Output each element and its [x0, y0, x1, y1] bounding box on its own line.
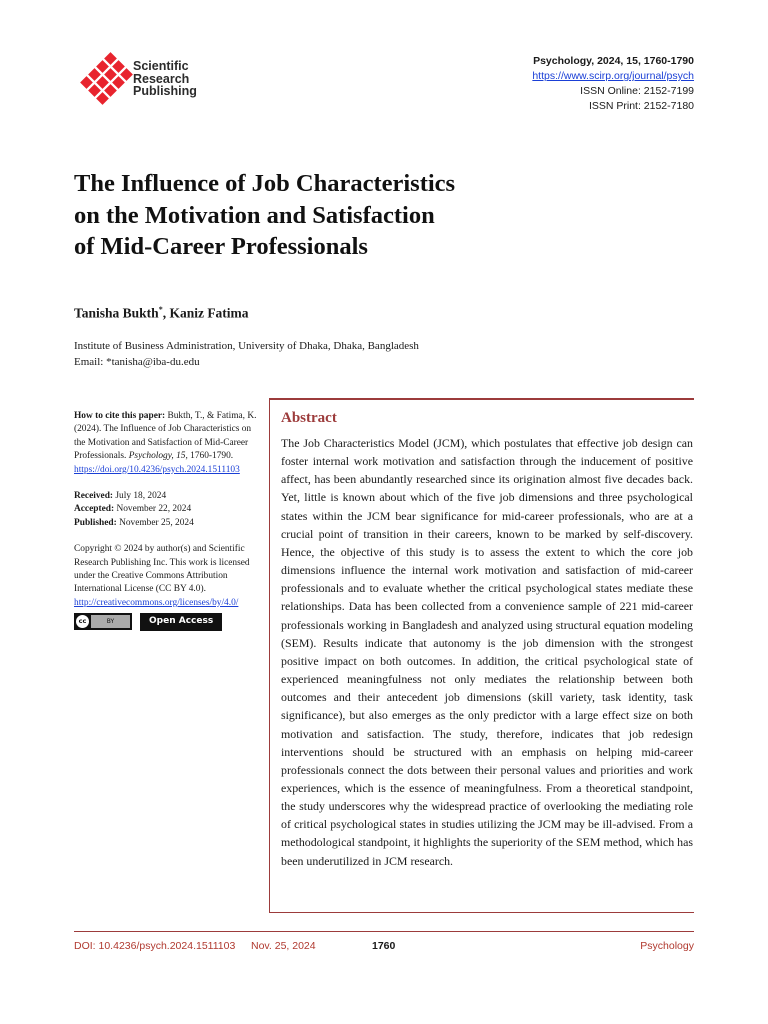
- abstract-top-rule: [269, 398, 694, 400]
- open-access-badge: Open Access: [140, 613, 222, 630]
- issn-online: ISSN Online: 2152-7199: [580, 85, 694, 97]
- publisher-name-line: Scientific: [133, 59, 189, 73]
- authors: [74, 305, 249, 322]
- cite-journal: Psychology, 15,: [128, 451, 188, 462]
- footer-doi: DOI: 10.4236/psych.2024.1511103: [74, 940, 236, 952]
- author-first: Tanisha Bukth: [74, 305, 159, 321]
- logo-diamond-cluster-icon: [80, 52, 133, 105]
- received-value: July 18, 2024: [115, 491, 167, 502]
- article-sidebar: [74, 410, 264, 631]
- title-line: of Mid-Career Professionals: [74, 233, 368, 260]
- paper-title: [74, 168, 594, 263]
- abstract-left-rule: [269, 398, 270, 913]
- journal-info: [532, 54, 694, 114]
- cc-icon: cc: [76, 615, 89, 628]
- accepted-date: [74, 503, 264, 516]
- affiliation-institute: Institute of Business Administration, University of Dhaka, Dhaka, Bangladesh: [74, 340, 419, 352]
- cite-pages: 1760-1790.: [190, 451, 234, 462]
- citation-block: [74, 410, 264, 477]
- received-label: Received:: [74, 491, 114, 502]
- accepted-value: November 22, 2024: [116, 504, 192, 515]
- license-link[interactable]: http://creativecommons.org/licenses/by/4.0/: [74, 597, 239, 608]
- published-date: [74, 517, 264, 530]
- by-icon: BY: [91, 615, 130, 628]
- publisher-name-line: Research: [133, 71, 190, 86]
- published-label: Published:: [74, 517, 117, 528]
- issn-print: ISSN Print: 2152-7180: [588, 100, 694, 112]
- affiliation: [74, 338, 419, 370]
- abstract-bottom-rule: [269, 912, 694, 913]
- cc-by-badge[interactable]: [74, 613, 132, 630]
- doi-link[interactable]: https://doi.org/10.4236/psych.2024.1511103: [74, 464, 240, 475]
- footer-page-number: 1760: [372, 940, 396, 952]
- license-badges: [74, 613, 264, 630]
- affiliation-email: Email: *tanisha@iba-du.edu: [74, 356, 200, 368]
- author-rest: , Kaniz Fatima: [162, 305, 249, 321]
- accepted-label: Accepted:: [74, 504, 115, 515]
- copyright-notice: Copyright © 2024 by author(s) and Scientific Research Publishing Inc. This work is licensed under the Creative Commons Attribution International License (CC BY 4.0).: [74, 544, 250, 595]
- received-date: [74, 490, 264, 503]
- title-line: The Influence of Job Characteristics: [74, 170, 456, 197]
- cite-text: Bukth, T., & Fatima, K. (2024). The Influence of Job Characteristics on the Motivation and Satisfaction of Mid-Career Professionals.: [74, 411, 257, 462]
- footer-journal: Psychology: [640, 940, 694, 952]
- abstract-heading: Abstract: [281, 410, 337, 426]
- journal-url-link[interactable]: https://www.scirp.org/journal/psych: [532, 70, 694, 82]
- corresponding-mark: *: [158, 305, 163, 314]
- journal-citation: Psychology, 2024, 15, 1760-1790: [533, 55, 694, 67]
- title-line: on the Motivation and Satisfaction: [74, 201, 435, 229]
- footer-date: Nov. 25, 2024: [251, 940, 316, 952]
- cite-label: How to cite this paper:: [74, 411, 166, 421]
- publisher-name-line: Publishing: [133, 84, 197, 98]
- published-value: November 25, 2024: [119, 517, 194, 528]
- abstract-body: The Job Characteristics Model (JCM), which postulates that effective job design can foster internal work motivation and satisfaction through the inducement of positive affect, has been abundantly researched since its origination almost five decades back. Yet, little is known about which of the five job dimensions and three psychological states within the JCM bear significance for mid-career professionals, who are at a crucial point of transition in their careers, known to be marked by self-discovery. Hence, the objective of this study is to assess the extent to which the core job dimensions influence the internal work motivation and satisfaction of mid-career professionals and to evaluate whether the critical psychological states mediate these relationships. Data has been collected from a convenience sample of 221 mid-career professionals working in Bangladesh and analyzed using structural equation modeling (SEM). Results indicate that autonomy is the job dimension with the strongest positive impact on both outcomes. In addition, the critical psychological state of experienced meaningfulness not only mediates the relationship between both outcomes and their antecedent job dimensions (skill variety, task identity, task significance), but also emerges as the only predictor with a large effect size on both motivation and satisfaction. The study, therefore, indicates that job redesign interventions should be structured with an emphasis on helping mid-career professionals connect the dots between their personal values and priorities and work experiences, which is the essence of meaningfulness. From a theoretical standpoint, the study underscores why the widespread practice of overlooking the mediating role of critical psychological states in studies utilizing the JCM may be ill-advised. From a methodological standpoint, it highlights the superiority of the SEM method, which has been underutilized in JCM research.: [281, 436, 693, 868]
- footer-rule: [74, 931, 694, 932]
- publisher-name: [133, 60, 197, 98]
